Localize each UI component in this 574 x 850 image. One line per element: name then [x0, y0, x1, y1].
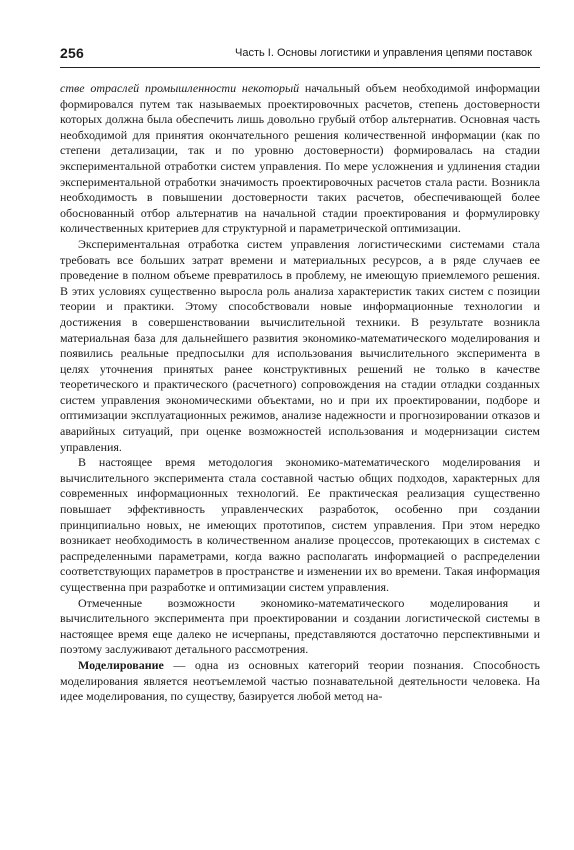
paragraph-2: Экспериментальная отработка систем управления логистическими системами стала требовать все больших затрат времени и материальных ресурсов, а в ряде случаев ее проведение в полном объеме превратилось в проблему, не имеющую приемлемого решения. В этих условиях существенно выросла роль анализа характеристик таких систем с позиции теории и практики. Этому способствовали новые информационные технологии и достижения в совершенствовании вычислительной техники. В результате возникла материальная база для дальнейшего развития экономико-математического моделирования и появились реальные предпосылки для использования вычислительного эксперимента в целях уточнения принятых ранее конструктивных решений не только в качестве теоретического и практического (расчетного) сопровождения на стадии отладки созданных систем управления экономическими объектами, но и при их проектировании, подборе и оптимизации эксплуатационных режимов, анализе надежности и прогнозировании отказов и аварийных ситуаций, при оценке возможностей использования и модернизации систем управления.: [60, 236, 540, 454]
paragraph-4: Отмеченные возможности экономико-математического моделирования и вычислительного эксперимента при проектировании и создании логистической системы в настоящее время еще далеко не исчерпаны, представляются достаточно перспективными и поэтому заслуживают детального рассмотрения.: [60, 595, 540, 657]
page-number: 256: [60, 45, 84, 61]
paragraph-1-text: начальный объем необходимой информации формировался путем так называемых проектировочных расчетов, степень достоверности которых должна была обеспечить лишь довольно грубый отбор альтернатив. Основная часть необходимой для принятия окончательного решения количественной информации (как по степени детализации, так и по уровню достоверности) формировалась на стадии экспериментальной отработки систем управления. По мере усложнения и удлинения стадии экспериментальной отработки значимость проектировочных расчетов стала расти. Возникла необходимость в повышении достоверности таких расчетов, обеспечивающей более обоснованный отбор альтернатив на начальной стадии проектирования и формулировку количественных критериев для структурной и параметрической оптимизации.: [60, 81, 540, 236]
paragraph-5-text: — одна из основных категорий теории познания. Способность моделирования является неотъемлемой частью познавательной деятельности человека. На идее моделирования, по существу, базируется любой метод на-: [60, 657, 540, 704]
modeling-term: Моделирование: [78, 657, 164, 672]
page-header: [60, 45, 540, 68]
paragraph-5: [60, 658, 540, 705]
paragraph-3: В настоящее время методология экономико-математического моделирования и вычислительного эксперимента стала составной частью общих подходов, характерных для современных информационных технологий. Ее практическая реализация существенно повышает эффективность управленческих разработок, особенно при создании принципиально новых, не имеющих прототипов, систем управления. При этом нередко возникает необходимость в количественном анализе процессов, протекающих в системах с распределенными параметрами, когда важно располагать информацией о распределении соответствующих параметров в пространстве и изменении их во времени. Такая информация существенна при разработке и оптимизации систем управления.: [60, 455, 540, 594]
page-body: [60, 81, 540, 705]
paragraph-1-italic: стве отраслей промышленности некоторый: [60, 81, 300, 95]
running-title: Часть I. Основы логистики и управления цепями поставок: [235, 47, 532, 59]
paragraph-1: [60, 81, 540, 237]
